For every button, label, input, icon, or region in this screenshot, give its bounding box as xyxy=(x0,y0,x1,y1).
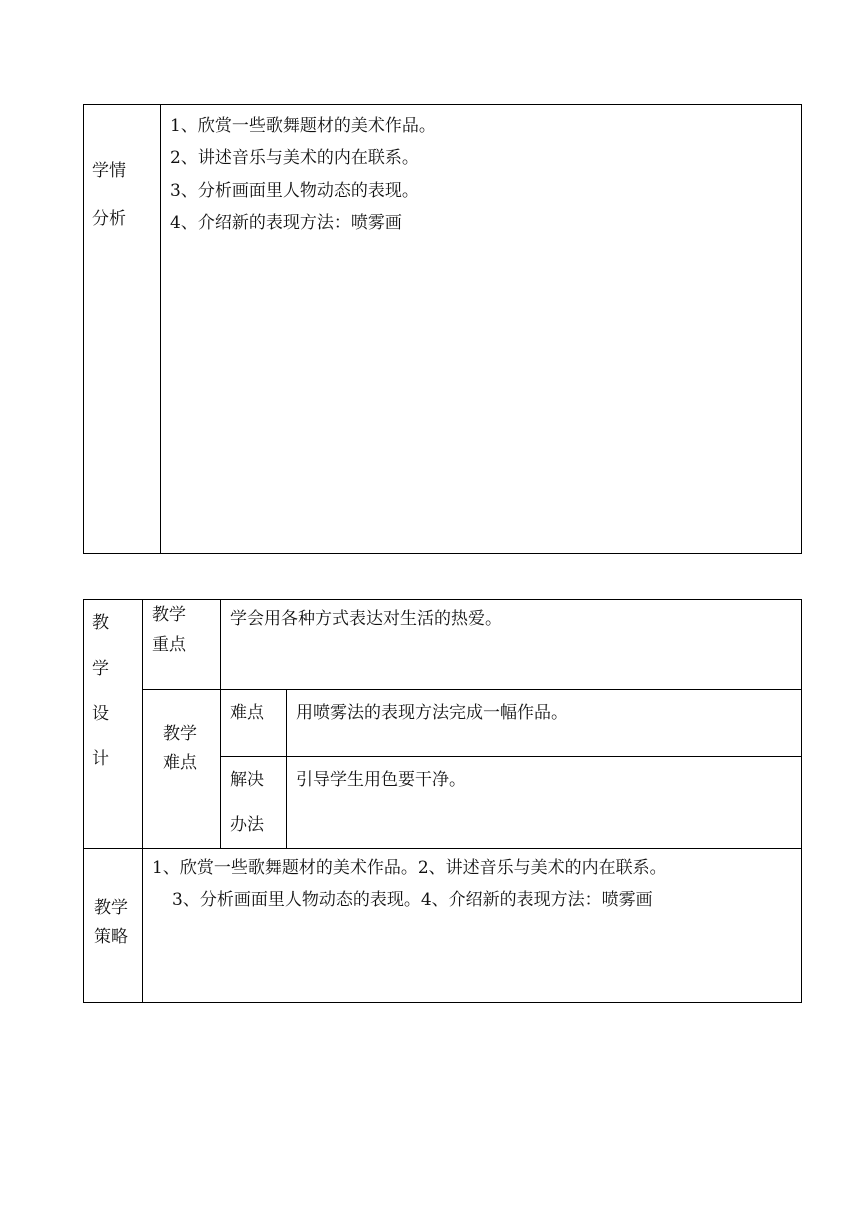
design-col-divider xyxy=(142,599,143,1003)
difficulty-sub-divider xyxy=(286,689,287,848)
analysis-divider xyxy=(160,104,161,554)
keypoint-col-divider xyxy=(220,599,221,689)
analysis-item-1: 1、欣赏一些歌舞题材的美术作品。 xyxy=(170,116,436,136)
difficulty-label-line2: 难点 xyxy=(163,753,197,773)
strategy-label-line1: 教学 xyxy=(94,898,128,918)
design-label-char-2: 学 xyxy=(92,659,109,679)
keypoint-label-line1: 教学 xyxy=(152,605,186,625)
analysis-label-line2: 分析 xyxy=(92,209,126,229)
keypoint-content: 学会用各种方式表达对生活的热爱。 xyxy=(230,609,502,629)
keypoint-row-divider xyxy=(142,689,802,690)
strategy-row-divider xyxy=(83,848,802,849)
design-label-char-4: 计 xyxy=(92,749,109,769)
design-table xyxy=(83,599,802,1003)
analysis-table xyxy=(83,104,802,554)
keypoint-label-line2: 重点 xyxy=(152,635,186,655)
difficulty-label-line1: 教学 xyxy=(163,724,197,744)
difficulty-sub-row-divider xyxy=(220,756,802,757)
design-label-char-1: 教 xyxy=(92,613,109,633)
analysis-label-line1: 学情 xyxy=(92,161,126,181)
strategy-label-line2: 策略 xyxy=(94,927,128,947)
difficulty-col-divider xyxy=(220,689,221,848)
analysis-item-4: 4、介绍新的表现方法：喷雾画 xyxy=(170,213,402,233)
solution-label-line1: 解决 xyxy=(230,770,264,790)
difficulty-row1-content: 用喷雾法的表现方法完成一幅作品。 xyxy=(296,703,568,723)
analysis-item-3: 3、分析画面里人物动态的表现。 xyxy=(170,181,419,201)
analysis-item-2: 2、讲述音乐与美术的内在联系。 xyxy=(170,148,419,168)
design-label-char-3: 设 xyxy=(92,704,109,724)
strategy-line-1: 1、欣赏一些歌舞题材的美术作品。2、讲述音乐与美术的内在联系。 xyxy=(152,858,667,878)
solution-label-line2: 办法 xyxy=(230,815,264,835)
difficulty-row1-label: 难点 xyxy=(230,703,264,723)
strategy-line-2: 3、分析画面里人物动态的表现。4、介绍新的表现方法：喷雾画 xyxy=(172,890,653,910)
solution-content: 引导学生用色要干净。 xyxy=(296,770,466,790)
